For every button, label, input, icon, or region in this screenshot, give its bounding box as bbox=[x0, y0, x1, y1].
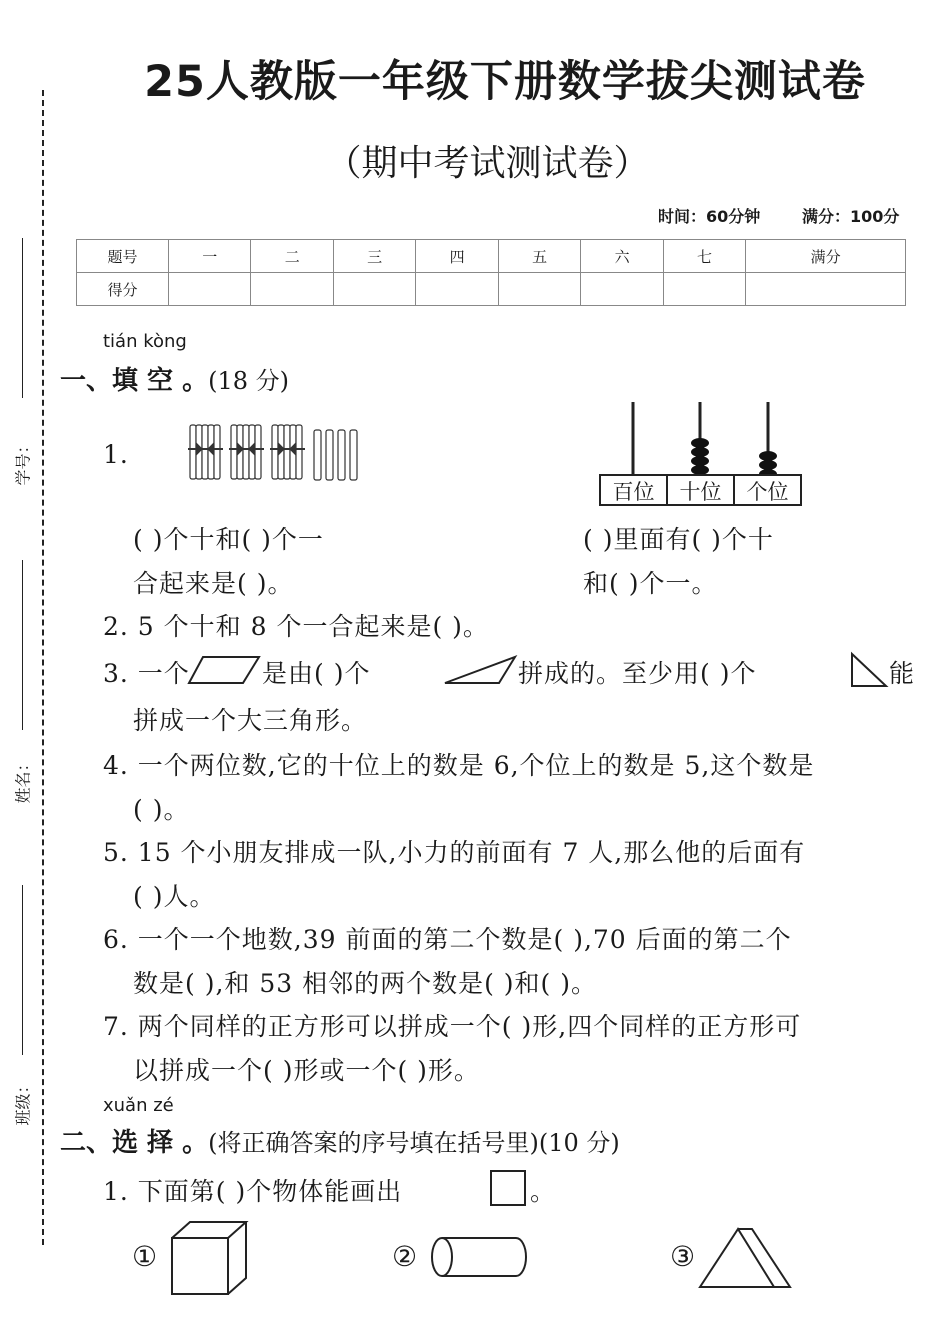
q5-line2: ( )人。 bbox=[133, 882, 216, 911]
abacus-label-ones: 个位 bbox=[746, 480, 789, 504]
section1-pinyin: tián kòng bbox=[103, 331, 187, 352]
page-subtitle: （期中考试测试卷） bbox=[325, 143, 650, 184]
score-cell-header: 六 bbox=[581, 240, 663, 273]
section2-pinyin: xuǎn zé bbox=[103, 1095, 174, 1116]
s2-q1-text-b: 。 bbox=[530, 1177, 557, 1206]
score-table bbox=[76, 239, 906, 306]
section1-title: 一、填 空 。 bbox=[60, 366, 209, 396]
section1-points: (18 分) bbox=[208, 367, 290, 395]
abacus-label-hundreds: 百位 bbox=[612, 480, 655, 504]
student-id-blank[interactable] bbox=[22, 238, 23, 398]
score-cell-header: 满分 bbox=[746, 240, 906, 273]
abacus-label-tens: 十位 bbox=[679, 480, 722, 504]
cube-image bbox=[170, 1220, 250, 1296]
score-cell-header: 三 bbox=[333, 240, 415, 273]
q7-line2: 以拼成一个( )形或一个( )形。 bbox=[133, 1056, 480, 1085]
class-blank[interactable] bbox=[22, 885, 23, 1055]
option-3-label: ③ bbox=[670, 1240, 696, 1273]
q1-right-line2: 和( )个一。 bbox=[583, 569, 718, 598]
page-title: 25人教版一年级下册数学拔尖测试卷 bbox=[144, 57, 866, 107]
q3-text-d: 能 bbox=[889, 659, 916, 688]
score-table-score-row bbox=[77, 273, 906, 306]
q4-line1: 4. 一个两位数,它的十位上的数是 6,个位上的数是 5,这个数是 bbox=[103, 751, 815, 780]
name-blank[interactable] bbox=[22, 560, 23, 730]
q4-line2: ( )。 bbox=[133, 795, 190, 824]
score-cell-header: 七 bbox=[663, 240, 745, 273]
q2-text: 2. 5 个十和 8 个一合起来是( )。 bbox=[103, 612, 489, 641]
time-limit: 时间：60分钟 bbox=[658, 207, 761, 226]
score-cell-header: 一 bbox=[169, 240, 251, 273]
q1-number: 1. bbox=[103, 440, 129, 469]
score-cell-empty[interactable] bbox=[746, 273, 906, 306]
score-cell-empty[interactable] bbox=[333, 273, 415, 306]
score-cell-header: 五 bbox=[498, 240, 580, 273]
section1-heading bbox=[60, 360, 289, 397]
q1-left-line1: ( )个十和( )个一 bbox=[133, 525, 324, 554]
parallelogram-icon bbox=[187, 655, 261, 685]
score-cell-empty[interactable] bbox=[251, 273, 333, 306]
student-id-label: 学号： bbox=[13, 437, 33, 486]
right-triangle-icon bbox=[850, 652, 888, 688]
score-table-header-row bbox=[77, 240, 906, 273]
obtuse-triangle-icon bbox=[443, 655, 517, 685]
q1-right-line1: ( )里面有( )个十 bbox=[583, 525, 774, 554]
q6-line1: 6. 一个一个地数,39 前面的第二个数是( ),70 后面的第二个 bbox=[103, 925, 792, 954]
score-cell-header: 二 bbox=[251, 240, 333, 273]
class-label: 班级： bbox=[13, 1077, 33, 1126]
score-cell-empty[interactable] bbox=[498, 273, 580, 306]
section2-heading bbox=[60, 1122, 620, 1159]
full-score: 满分：100分 bbox=[802, 207, 900, 226]
q7-line1: 7. 两个同样的正方形可以拼成一个( )形,四个同样的正方形可 bbox=[103, 1012, 802, 1041]
score-cell-header: 四 bbox=[416, 240, 498, 273]
option-1-label: ① bbox=[132, 1240, 158, 1273]
q1-left-line2: 合起来是( )。 bbox=[133, 569, 294, 598]
s2-q1-text-a: 1. 下面第( )个物体能画出 bbox=[103, 1177, 403, 1206]
stick-bundles-image bbox=[188, 422, 370, 484]
section2-title: 二、选 择 。 bbox=[60, 1128, 209, 1158]
option-2-label: ② bbox=[392, 1240, 418, 1273]
name-label: 姓名： bbox=[13, 755, 33, 804]
q3-text-c: 拼成的。至少用( )个 bbox=[518, 659, 757, 688]
binding-dashed-line bbox=[42, 90, 44, 1245]
score-cell-empty[interactable] bbox=[169, 273, 251, 306]
square-icon bbox=[490, 1170, 528, 1206]
q5-line1: 5. 15 个小朋友排成一队,小力的前面有 7 人,那么他的后面有 bbox=[103, 838, 806, 867]
q3-text-a: 3. 一个 bbox=[103, 659, 190, 688]
score-cell-empty[interactable] bbox=[663, 273, 745, 306]
cylinder-image bbox=[430, 1236, 528, 1280]
triangular-prism-image bbox=[698, 1225, 794, 1289]
score-cell-label: 得分 bbox=[77, 273, 169, 306]
q6-line2: 数是( ),和 53 相邻的两个数是( )和( )。 bbox=[133, 969, 598, 998]
q3-text-b: 是由( )个 bbox=[262, 659, 371, 688]
q3-line2: 拼成一个大三角形。 bbox=[133, 706, 368, 735]
score-cell-header: 题号 bbox=[77, 240, 169, 273]
score-cell-empty[interactable] bbox=[416, 273, 498, 306]
score-cell-empty[interactable] bbox=[581, 273, 663, 306]
section2-points: (将正确答案的序号填在括号里)(10 分) bbox=[208, 1129, 620, 1157]
